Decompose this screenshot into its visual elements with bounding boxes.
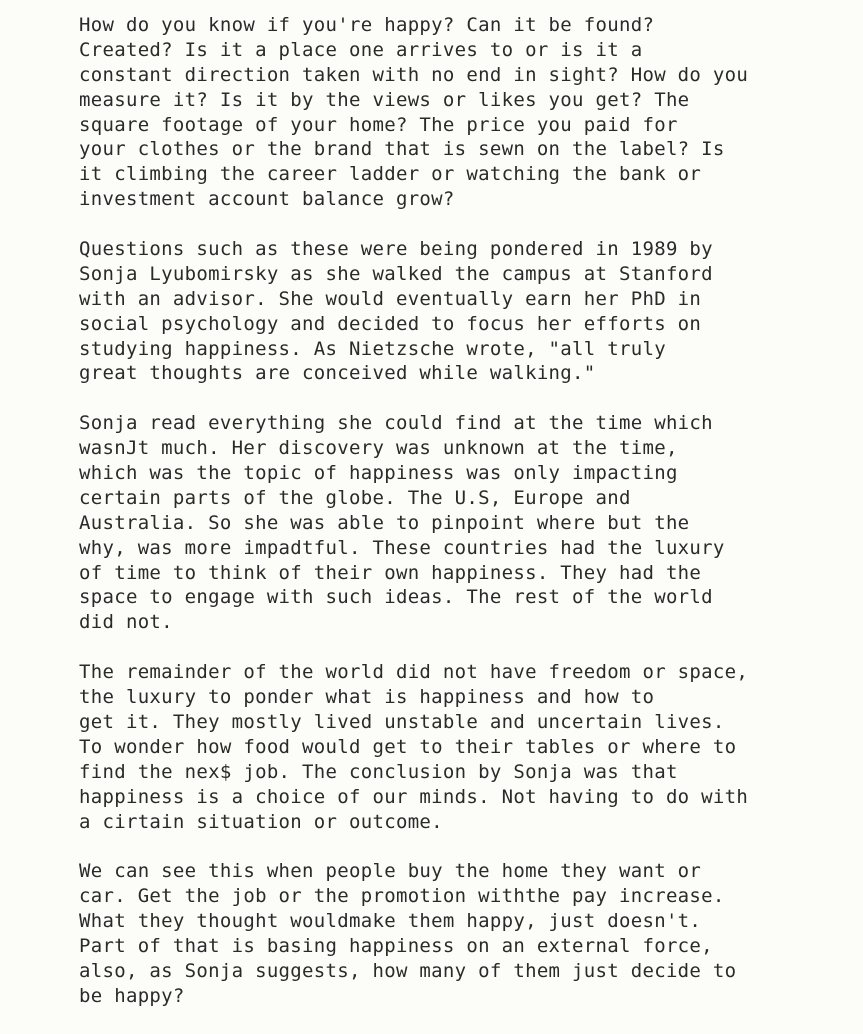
text-line: a cirtain situation or outcome. bbox=[79, 810, 443, 833]
text-line: constant direction taken with no end in sight? How do you bbox=[79, 63, 749, 86]
text-line: investment account balance grow? bbox=[79, 188, 455, 211]
text-line: Questions such as these were being pondered in 1989 by bbox=[79, 238, 713, 261]
text-line: square footage of your home? The price you paid for bbox=[79, 113, 678, 136]
text-line: it climbing the career ladder or watching the bank or bbox=[79, 163, 702, 186]
text-line: certain parts of the globe. The U.S, Europe and bbox=[79, 486, 631, 509]
text-line: also, as Sonja suggests, how many of them just decide to bbox=[79, 959, 737, 982]
text-line: space to engage with such ideas. The rest of the world bbox=[79, 586, 713, 609]
text-line: How do you know if you're happy? Can it be found? bbox=[79, 14, 655, 36]
paragraph-1 bbox=[79, 13, 839, 212]
text-line: your clothes or the brand that is sewn on the label? Is bbox=[79, 138, 725, 161]
paragraph-2 bbox=[79, 237, 839, 386]
text-line: happiness is a choice of our minds. Not having to do with bbox=[79, 785, 749, 808]
text-line: with an advisor. She would eventually earn her PhD in bbox=[79, 287, 702, 310]
text-line: studying happiness. As Nietzsche wrote, "all truly bbox=[79, 337, 666, 360]
paragraph-3 bbox=[79, 411, 839, 635]
text-line: Part of that is basing happiness on an external force, bbox=[79, 934, 713, 957]
text-line: Sonja read everything she could find at the time which bbox=[79, 412, 713, 435]
text-line: To wonder how food would get to their tables or where to bbox=[79, 735, 737, 758]
text-line: Sonja Lyubomirsky as she walked the campus at Stanford bbox=[79, 262, 713, 285]
text-line: great thoughts are conceived while walking." bbox=[79, 362, 596, 385]
text-line: wasnJt much. Her discovery was unknown at the time, bbox=[79, 437, 678, 460]
text-line: why, was more impadtful. These countries had the luxury bbox=[79, 536, 725, 559]
text-line: social psychology and decided to focus her efforts on bbox=[79, 312, 702, 335]
text-line: car. Get the job or the promotion withthe pay increase. bbox=[79, 885, 725, 908]
text-line: did not. bbox=[79, 611, 173, 634]
text-line: We can see this when people buy the home they want or bbox=[79, 860, 702, 883]
text-line: The remainder of the world did not have freedom or space, bbox=[79, 661, 749, 684]
text-line: find the nex$ job. The conclusion by Sonja was that bbox=[79, 760, 678, 783]
text-line: be happy? bbox=[79, 984, 185, 1007]
text-line: measure it? Is it by the views or likes you get? The bbox=[79, 88, 690, 111]
text-line: Created? Is it a place one arrives to or is it a bbox=[79, 38, 643, 61]
paragraph-4 bbox=[79, 660, 839, 834]
text-line: What they thought wouldmake them happy, just doesn't. bbox=[79, 910, 702, 933]
text-line: of time to think of their own happiness. They had the bbox=[79, 561, 702, 584]
typewritten-text bbox=[79, 13, 839, 1034]
paragraph-5 bbox=[79, 859, 839, 1008]
text-line: get it. They mostly lived unstable and uncertain lives. bbox=[79, 710, 725, 733]
text-line: Australia. So she was able to pinpoint where but the bbox=[79, 511, 690, 534]
text-line: the luxury to ponder what is happiness and how to bbox=[79, 686, 655, 709]
text-line: which was the topic of happiness was only impacting bbox=[79, 462, 678, 485]
